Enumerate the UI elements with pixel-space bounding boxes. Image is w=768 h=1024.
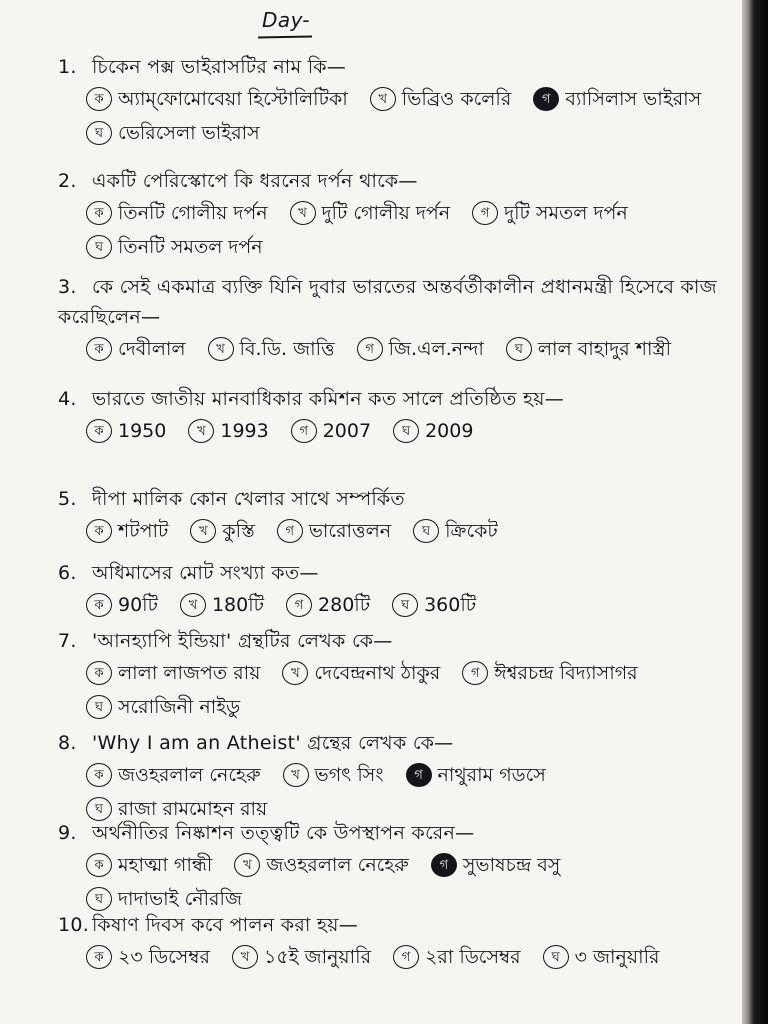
question-text: কে সেই একমাত্র ব্যক্তি যিনি দুবার ভারতের অন্তর্বর্তীকালীন প্রধানমন্ত্রী হিসেবে কাজ করেছিলেন— — [58, 276, 717, 328]
option-text: ভেরিসেলা ভাইরাস — [118, 122, 260, 144]
question-6 — [58, 558, 728, 622]
question-text: 'আনহ্যাপি ইন্ডিয়া' গ্রন্থটির লেখক কে— — [92, 630, 393, 652]
question-9 — [58, 818, 728, 916]
question-7 — [58, 626, 728, 724]
option-letter-badge: ঘ — [392, 593, 418, 617]
option-letter-badge: গ — [357, 337, 383, 361]
option-item — [86, 848, 212, 882]
option-item — [431, 848, 560, 882]
option-letter-badge: ক — [86, 201, 112, 225]
option-text: ১৫ই জানুয়ারি — [264, 946, 372, 968]
question-stem — [58, 384, 728, 414]
option-text: 90টি — [118, 594, 158, 616]
option-letter-badge: গ — [277, 519, 303, 543]
option-item — [533, 82, 701, 116]
option-item — [86, 82, 348, 116]
option-letter-badge: ঘ — [86, 235, 112, 259]
question-text: দীপা মালিক কোন খেলার সাথে সম্পর্কিত — [92, 488, 405, 510]
option-text: সুভাষচন্দ্র বসু — [462, 854, 561, 876]
option-text: জি.এল.নন্দা — [388, 338, 484, 360]
option-text: ২রা ডিসেম্বর — [425, 946, 521, 968]
option-text: 2009 — [425, 420, 474, 442]
question-10 — [58, 910, 728, 974]
option-letter-badge: ঘ — [86, 695, 112, 719]
option-letter-badge: ঘ — [86, 797, 112, 821]
option-item — [283, 758, 384, 792]
option-item — [290, 196, 451, 230]
option-text: ৩ জানুয়ারি — [574, 946, 660, 968]
option-item — [86, 116, 260, 150]
options-list — [86, 82, 728, 150]
options-list — [86, 758, 728, 826]
option-item — [180, 588, 264, 622]
option-item — [413, 514, 498, 548]
option-letter-badge: ক — [86, 763, 112, 787]
option-text: 1993 — [220, 420, 269, 442]
question-3 — [58, 272, 728, 366]
option-text: ক্রিকেট — [445, 520, 498, 542]
option-item — [282, 656, 440, 690]
option-letter-badge: ক — [86, 945, 112, 969]
option-text: লাল বাহাদুর শাস্ত্রী — [537, 338, 672, 360]
option-item — [86, 690, 240, 724]
option-item — [86, 940, 210, 974]
question-stem — [58, 272, 728, 332]
option-letter-badge: ঘ — [413, 519, 439, 543]
option-text: ভারোত্তলন — [308, 520, 392, 542]
option-text: 1950 — [118, 420, 167, 442]
option-item — [393, 414, 473, 448]
question-number: 4. — [58, 388, 77, 410]
question-1 — [58, 52, 728, 150]
question-number: 7. — [58, 630, 77, 652]
option-item — [406, 758, 546, 792]
option-item — [392, 588, 476, 622]
option-letter-badge: ক — [86, 593, 112, 617]
option-letter-badge: গ — [431, 853, 457, 877]
question-stem — [58, 728, 728, 758]
page-title: Day- — [262, 8, 310, 32]
option-letter-badge: ঘ — [86, 121, 112, 145]
option-item — [86, 588, 158, 622]
option-item — [370, 82, 512, 116]
options-list — [86, 414, 728, 448]
question-number: 5. — [58, 488, 77, 510]
option-text: শটপাট — [118, 520, 169, 542]
options-list — [86, 514, 728, 548]
question-text: অধিমাসের মোট সংখ্যা কত— — [92, 562, 319, 584]
option-item — [462, 656, 637, 690]
option-item — [543, 940, 660, 974]
option-item — [86, 414, 166, 448]
options-list — [86, 848, 728, 916]
option-letter-badge: খ — [208, 337, 234, 361]
option-item — [208, 332, 335, 366]
options-list — [86, 196, 728, 264]
question-2 — [58, 166, 728, 264]
option-text: দুটি সমতল দর্পন — [504, 202, 628, 224]
notebook-binding-edge — [742, 0, 768, 1024]
option-letter-badge: গ — [406, 763, 432, 787]
option-letter-badge: খ — [190, 519, 216, 543]
option-letter-badge: ঘ — [86, 887, 112, 911]
question-text: চিকেন পক্স ভাইরাসটির নাম কি— — [92, 56, 347, 78]
question-stem — [58, 558, 728, 588]
option-text: 280টি — [318, 594, 371, 616]
option-item — [393, 940, 521, 974]
option-letter-badge: গ — [472, 201, 498, 225]
option-text: দেবেন্দ্রনাথ ঠাকুর — [314, 662, 441, 684]
question-text: ভারতে জাতীয় মানবাধিকার কমিশন কত সালে প্রতিষ্ঠিত হয়— — [92, 388, 565, 410]
option-text: 180টি — [211, 594, 265, 616]
question-number: 2. — [58, 170, 77, 192]
option-text: কুস্তি — [222, 520, 255, 542]
option-item — [472, 196, 628, 230]
option-text: দাদাভাই নৌরজি — [118, 888, 242, 910]
question-stem — [58, 626, 728, 656]
option-item — [277, 514, 391, 548]
options-list — [86, 332, 728, 366]
question-4 — [58, 384, 728, 448]
option-letter-badge: গ — [393, 945, 419, 969]
option-letter-badge: ক — [86, 853, 112, 877]
question-number: 1. — [58, 56, 77, 78]
option-item — [86, 514, 168, 548]
question-text: একটি পেরিস্কোপে কি ধরনের দর্পন থাকে— — [92, 170, 418, 192]
option-item — [357, 332, 484, 366]
option-letter-badge: খ — [180, 593, 206, 617]
question-number: 8. — [58, 732, 77, 754]
option-letter-badge: ক — [86, 87, 112, 111]
options-list — [86, 656, 728, 724]
option-item — [86, 758, 261, 792]
question-number: 3. — [58, 276, 77, 298]
option-text: বি.ডি. জাত্তি — [239, 338, 335, 360]
question-number: 9. — [58, 822, 77, 844]
option-letter-badge: ক — [86, 337, 112, 361]
question-stem — [58, 166, 728, 196]
option-letter-badge: ঘ — [543, 945, 569, 969]
option-text: দুটি গোলীয় দর্পন — [321, 202, 451, 224]
option-text: নাথুরাম গডসে — [437, 764, 546, 786]
option-letter-badge: ক — [86, 519, 112, 543]
option-text: তিনটি গোলীয় দর্পন — [118, 202, 268, 224]
option-item — [506, 332, 671, 366]
option-item — [86, 196, 268, 230]
option-text: অ্যাম্‌ফোমোবেয়া হিস্টোলিটিকা — [118, 88, 348, 110]
option-letter-badge: খ — [283, 763, 309, 787]
option-text: 360টি — [424, 594, 477, 616]
option-item — [232, 940, 371, 974]
option-letter-badge: খ — [290, 201, 316, 225]
option-text: তিনটি সমতল দর্পন — [118, 236, 263, 258]
option-letter-badge: গ — [291, 419, 317, 443]
option-text: রাজা রামমোহন রায় — [118, 798, 268, 820]
question-text: অর্থনীতির নিষ্কাশন তত্ত্বটি কে উপস্থাপন করেন— — [92, 822, 475, 844]
option-item — [188, 414, 268, 448]
option-letter-badge: গ — [533, 87, 559, 111]
option-letter-badge: খ — [234, 853, 260, 877]
question-text: 'Why I am an Atheist' গ্রন্থের লেখক কে— — [92, 732, 454, 754]
option-letter-badge: ঘ — [393, 419, 419, 443]
option-letter-badge: খ — [282, 661, 308, 685]
question-number: 10. — [58, 914, 90, 936]
option-item — [291, 414, 371, 448]
question-stem — [58, 484, 728, 514]
option-item — [86, 656, 260, 690]
question-stem — [58, 818, 728, 848]
option-text: মহাত্মা গান্ধী — [118, 854, 213, 876]
question-stem — [58, 910, 728, 940]
question-number: 6. — [58, 562, 77, 584]
options-list — [86, 940, 728, 974]
option-letter-badge: ক — [86, 419, 112, 443]
option-item — [86, 332, 186, 366]
question-text: কিষাণ দিবস কবে পালন করা হয়— — [92, 914, 359, 936]
option-text: ২৩ ডিসেম্বর — [118, 946, 210, 968]
question-stem — [58, 52, 728, 82]
question-8 — [58, 728, 728, 826]
option-letter-badge: খ — [370, 87, 396, 111]
option-letter-badge: গ — [462, 661, 488, 685]
option-text: ব্যাসিলাস ভাইরাস — [565, 88, 702, 110]
option-text: ভগৎ সিং — [314, 764, 384, 786]
option-letter-badge: খ — [232, 945, 258, 969]
option-letter-badge: ক — [86, 661, 112, 685]
option-text: জওহরলাল নেহেরু — [118, 764, 261, 786]
option-letter-badge: খ — [188, 419, 214, 443]
options-list — [86, 588, 728, 622]
option-text: জওহরলাল নেহেরু — [266, 854, 409, 876]
option-text: 2007 — [322, 420, 372, 442]
option-text: লালা লাজপত রায় — [118, 662, 261, 684]
option-text: দেবীলাল — [118, 338, 186, 360]
option-item — [190, 514, 254, 548]
option-text: সরোজিনী নাইডু — [118, 696, 241, 718]
option-item — [286, 588, 370, 622]
option-item — [86, 230, 263, 264]
option-letter-badge: ঘ — [506, 337, 532, 361]
question-5 — [58, 484, 728, 548]
option-text: ঈশ্বরচন্দ্র বিদ্যাসাগর — [494, 662, 638, 684]
title-underline — [258, 36, 312, 39]
option-item — [234, 848, 409, 882]
option-letter-badge: গ — [286, 593, 312, 617]
option-text: ভিব্রিও কলেরি — [401, 88, 512, 110]
